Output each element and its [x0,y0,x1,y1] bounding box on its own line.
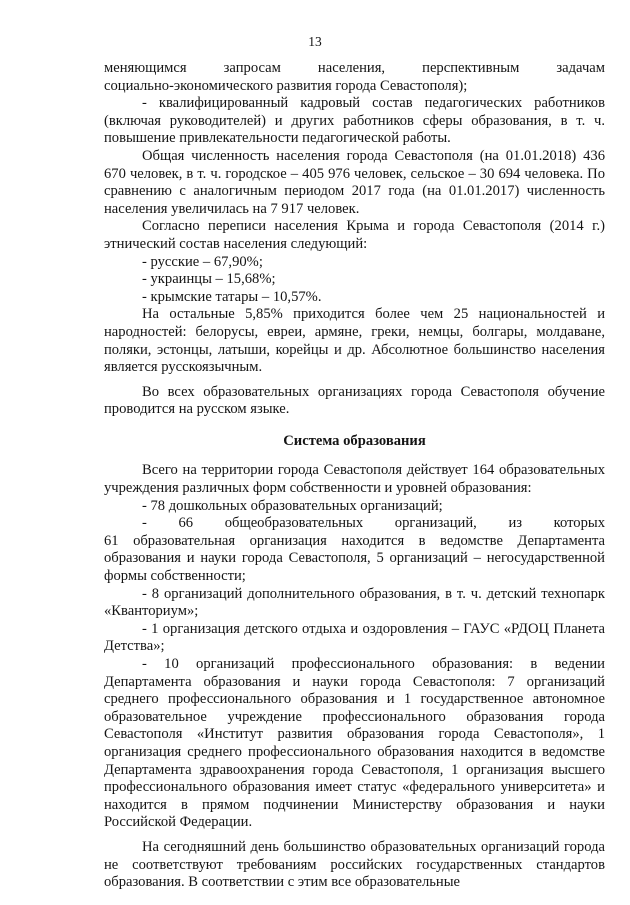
paragraph: социально-экономического развития города Севастополя); [104,77,468,94]
list-item: - 10 организаций профессионального образования: в ведении Департамента образования и науки города Севастополя: 7 организаций среднего профессионального образования и 1 государственное автономное образовательное учреждение профессионального образования города Севастополя «Институт развития образования города Севастополя», 1 организация среднего профессионального образования находится в ведомстве Департамента здравоохранения города Севастополя, 1 организация высшего профессионального образования имеет статус «федерального университета» и находится в прямом подчинении Министерству образования и науки Российской Федерации. [104,656,605,831]
paragraph: Согласно переписи населения Крыма и города Севастополя (2014 г.) этнический состав населения следующий: [104,218,605,252]
list-item: - русские – 67,90%; [142,253,263,270]
paragraph: На сегодняшний день большинство образовательных организаций города не соответствуют требованиям российских государственных стандартов образования. В соответствии с этим все образовательные [104,838,605,891]
list-item: - 8 организаций дополнительного образования, в т. ч. детский технопарк «Кванториум»; [104,585,605,620]
list-item: - 66 общеобразовательных организаций, из которых [142,515,605,532]
paragraph: Во всех образовательных организациях города Севастополя обучение проводится на русском языке. [104,383,605,418]
list-item: - 1 организация детского отдыха и оздоровления – ГАУС «РДОЦ Планета Детства»; [104,620,605,655]
paragraph: Общая численность населения города Севастополя (на 01.01.2018) 436 670 человек, в т. ч. городское – 405 976 человек, сельское – 30 694 человека. По сравнению с аналогичным периодом 2017 года (на 01.01.2017) численность населения увеличилась на 7 917 человек. [104,147,605,217]
page-number: 13 [308,34,322,49]
section-heading: Система образования [283,432,426,449]
paragraph: На остальные 5,85% приходится более чем 25 национальностей и народностей: белорусы, евреи, армяне, греки, немцы, болгары, молдаване, поляки, эстонцы, латыши, корейцы и др. Абсолютное большинство населения является русскоязычным. [104,306,605,376]
list-item: - украинцы – 15,68%; [142,271,276,288]
paragraph: Всего на территории города Севастополя действует 164 образовательных учреждения различных форм собственности и уровней образования: [104,462,605,497]
paragraph: 61 образовательная организация находится в ведомстве Департамента образования и науки города Севастополя, 5 организаций – негосударственной формы собственности; [104,532,605,585]
paragraph: меняющимся запросам населения, перспективным задачам [104,60,605,76]
list-item: - крымские татары – 10,57%. [142,288,322,305]
document-body [104,60,605,892]
paragraph: - квалифицированный кадровый состав педагогических работников (включая руководителей) и других работников сферы образования, в т. ч. повышение привлекательности педагогической работы. [104,95,605,147]
list-item: - 78 дошкольных образовательных организаций; [142,497,443,514]
